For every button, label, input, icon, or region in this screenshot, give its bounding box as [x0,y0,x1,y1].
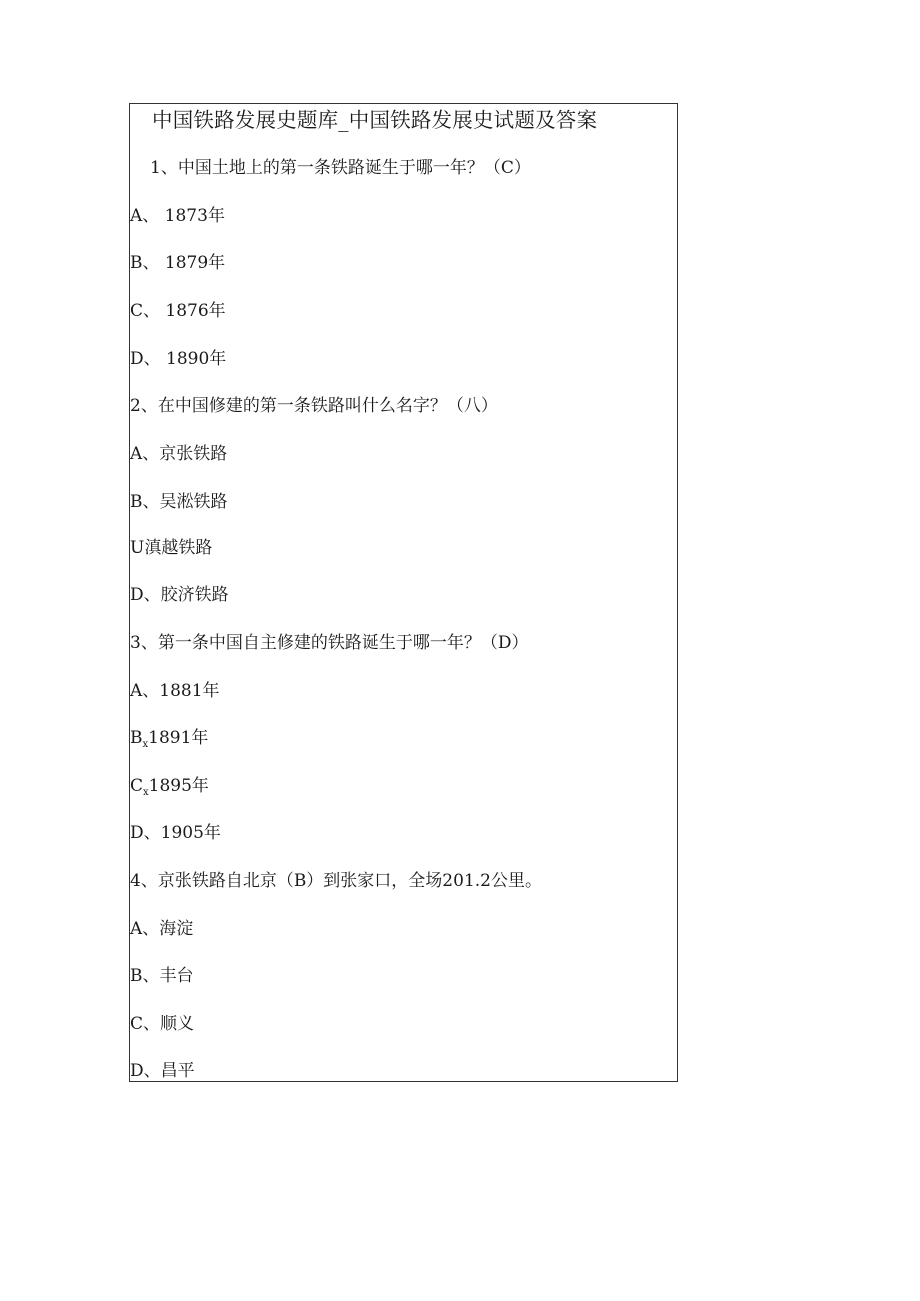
option-text: 1891年 [148,728,209,748]
question-2-option-b: B、吴淞铁路 [130,492,228,512]
question-1-option-b: B、 1879年 [130,253,226,273]
question-3: 3、第一条中国自主修建的铁路诞生于哪一年？（D） [130,633,529,653]
question-2-option-d: D、胶济铁路 [130,585,229,605]
option-mark: x [143,787,149,798]
question-1-option-d: D、 1890年 [130,349,227,369]
question-4: 4、京张铁路自北京（B）到张家口，全场201.2公里。 [130,871,542,891]
question-3-option-d: D、1905年 [130,823,221,843]
option-letter: C [130,776,144,796]
question-2-option-a: A、京张铁路 [130,444,228,464]
question-4-option-b: B、丰台 [130,966,194,986]
document-title: 中国铁路发展史题库_中国铁路发展史试题及答案 [152,108,598,132]
question-3-option-c [130,775,209,804]
question-4-option-a: A、海淀 [130,919,194,939]
document-frame [129,103,678,1082]
question-1-option-c: C、 1876年 [130,301,226,321]
option-text: 1895年 [148,776,209,796]
question-1: 1、中国土地上的第一条铁路诞生于哪一年？（C） [150,158,531,178]
option-letter: B [130,728,143,748]
question-4-option-c: C、顺义 [130,1014,195,1034]
question-3-option-b [130,727,208,756]
question-3-option-a: A、1881年 [130,681,220,701]
question-2-option-c: U滇越铁路 [130,538,213,558]
question-2: 2、在中国修建的第一条铁路叫什么名字？（八） [130,396,498,416]
question-1-option-a: A、 1873年 [130,206,225,226]
question-4-option-d: D、昌平 [130,1061,195,1081]
option-mark: x [142,739,149,750]
